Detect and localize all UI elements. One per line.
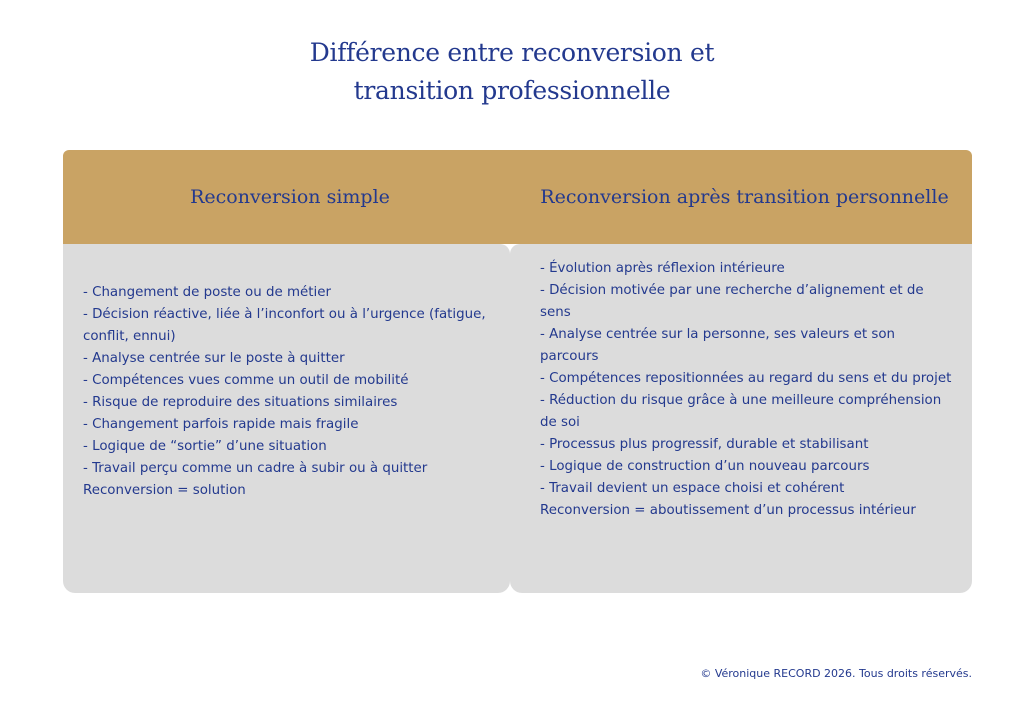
- list-item: - Réduction du risque grâce à une meilleure compréhension de soi: [540, 393, 942, 430]
- list-item: - Logique de construction d’un nouveau parcours: [540, 459, 870, 474]
- list-item: - Processus plus progressif, durable et stabilisant: [540, 437, 869, 452]
- list-item: - Décision motivée par une recherche d’alignement et de sens: [540, 283, 924, 320]
- summary-line: Reconversion = aboutissement d’un processus intérieur: [540, 503, 916, 518]
- list-item: - Évolution après réflexion intérieure: [540, 261, 785, 276]
- list-item: - Logique de “sortie” d’une situation: [83, 439, 327, 454]
- list-item: - Compétences repositionnées au regard du sens et du projet: [540, 371, 952, 386]
- header-reconversion-transition: Reconversion après transition personnelle: [540, 185, 949, 208]
- column-reconversion-transition: [510, 244, 972, 593]
- page-title-line-1: Différence entre reconversion et: [309, 38, 715, 67]
- list-item: - Changement de poste ou de métier: [83, 285, 331, 300]
- list-item: - Changement parfois rapide mais fragile: [83, 417, 359, 432]
- page-title: [0, 34, 1024, 110]
- table-header-row: [63, 150, 972, 244]
- list-item: - Décision réactive, liée à l’inconfort ou à l’urgence (fatigue, conflit, ennui): [83, 307, 486, 344]
- comparison-table: [63, 150, 972, 593]
- list-item: - Analyse centrée sur le poste à quitter: [83, 351, 345, 366]
- list-item: - Travail perçu comme un cadre à subir ou à quitter: [83, 461, 428, 476]
- list-item: - Travail devient un espace choisi et cohérent: [540, 481, 845, 496]
- list-item: - Analyse centrée sur la personne, ses valeurs et son parcours: [540, 327, 896, 364]
- header-reconversion-simple: Reconversion simple: [190, 185, 390, 208]
- page-title-line-2: transition professionnelle: [353, 76, 671, 105]
- list-item: - Compétences vues comme un outil de mobilité: [83, 373, 409, 388]
- summary-line: Reconversion = solution: [83, 483, 246, 498]
- copyright-footer: © Véronique RECORD 2026. Tous droits réservés.: [700, 667, 972, 680]
- column-reconversion-simple: [63, 244, 510, 593]
- list-item: - Risque de reproduire des situations similaires: [83, 395, 398, 410]
